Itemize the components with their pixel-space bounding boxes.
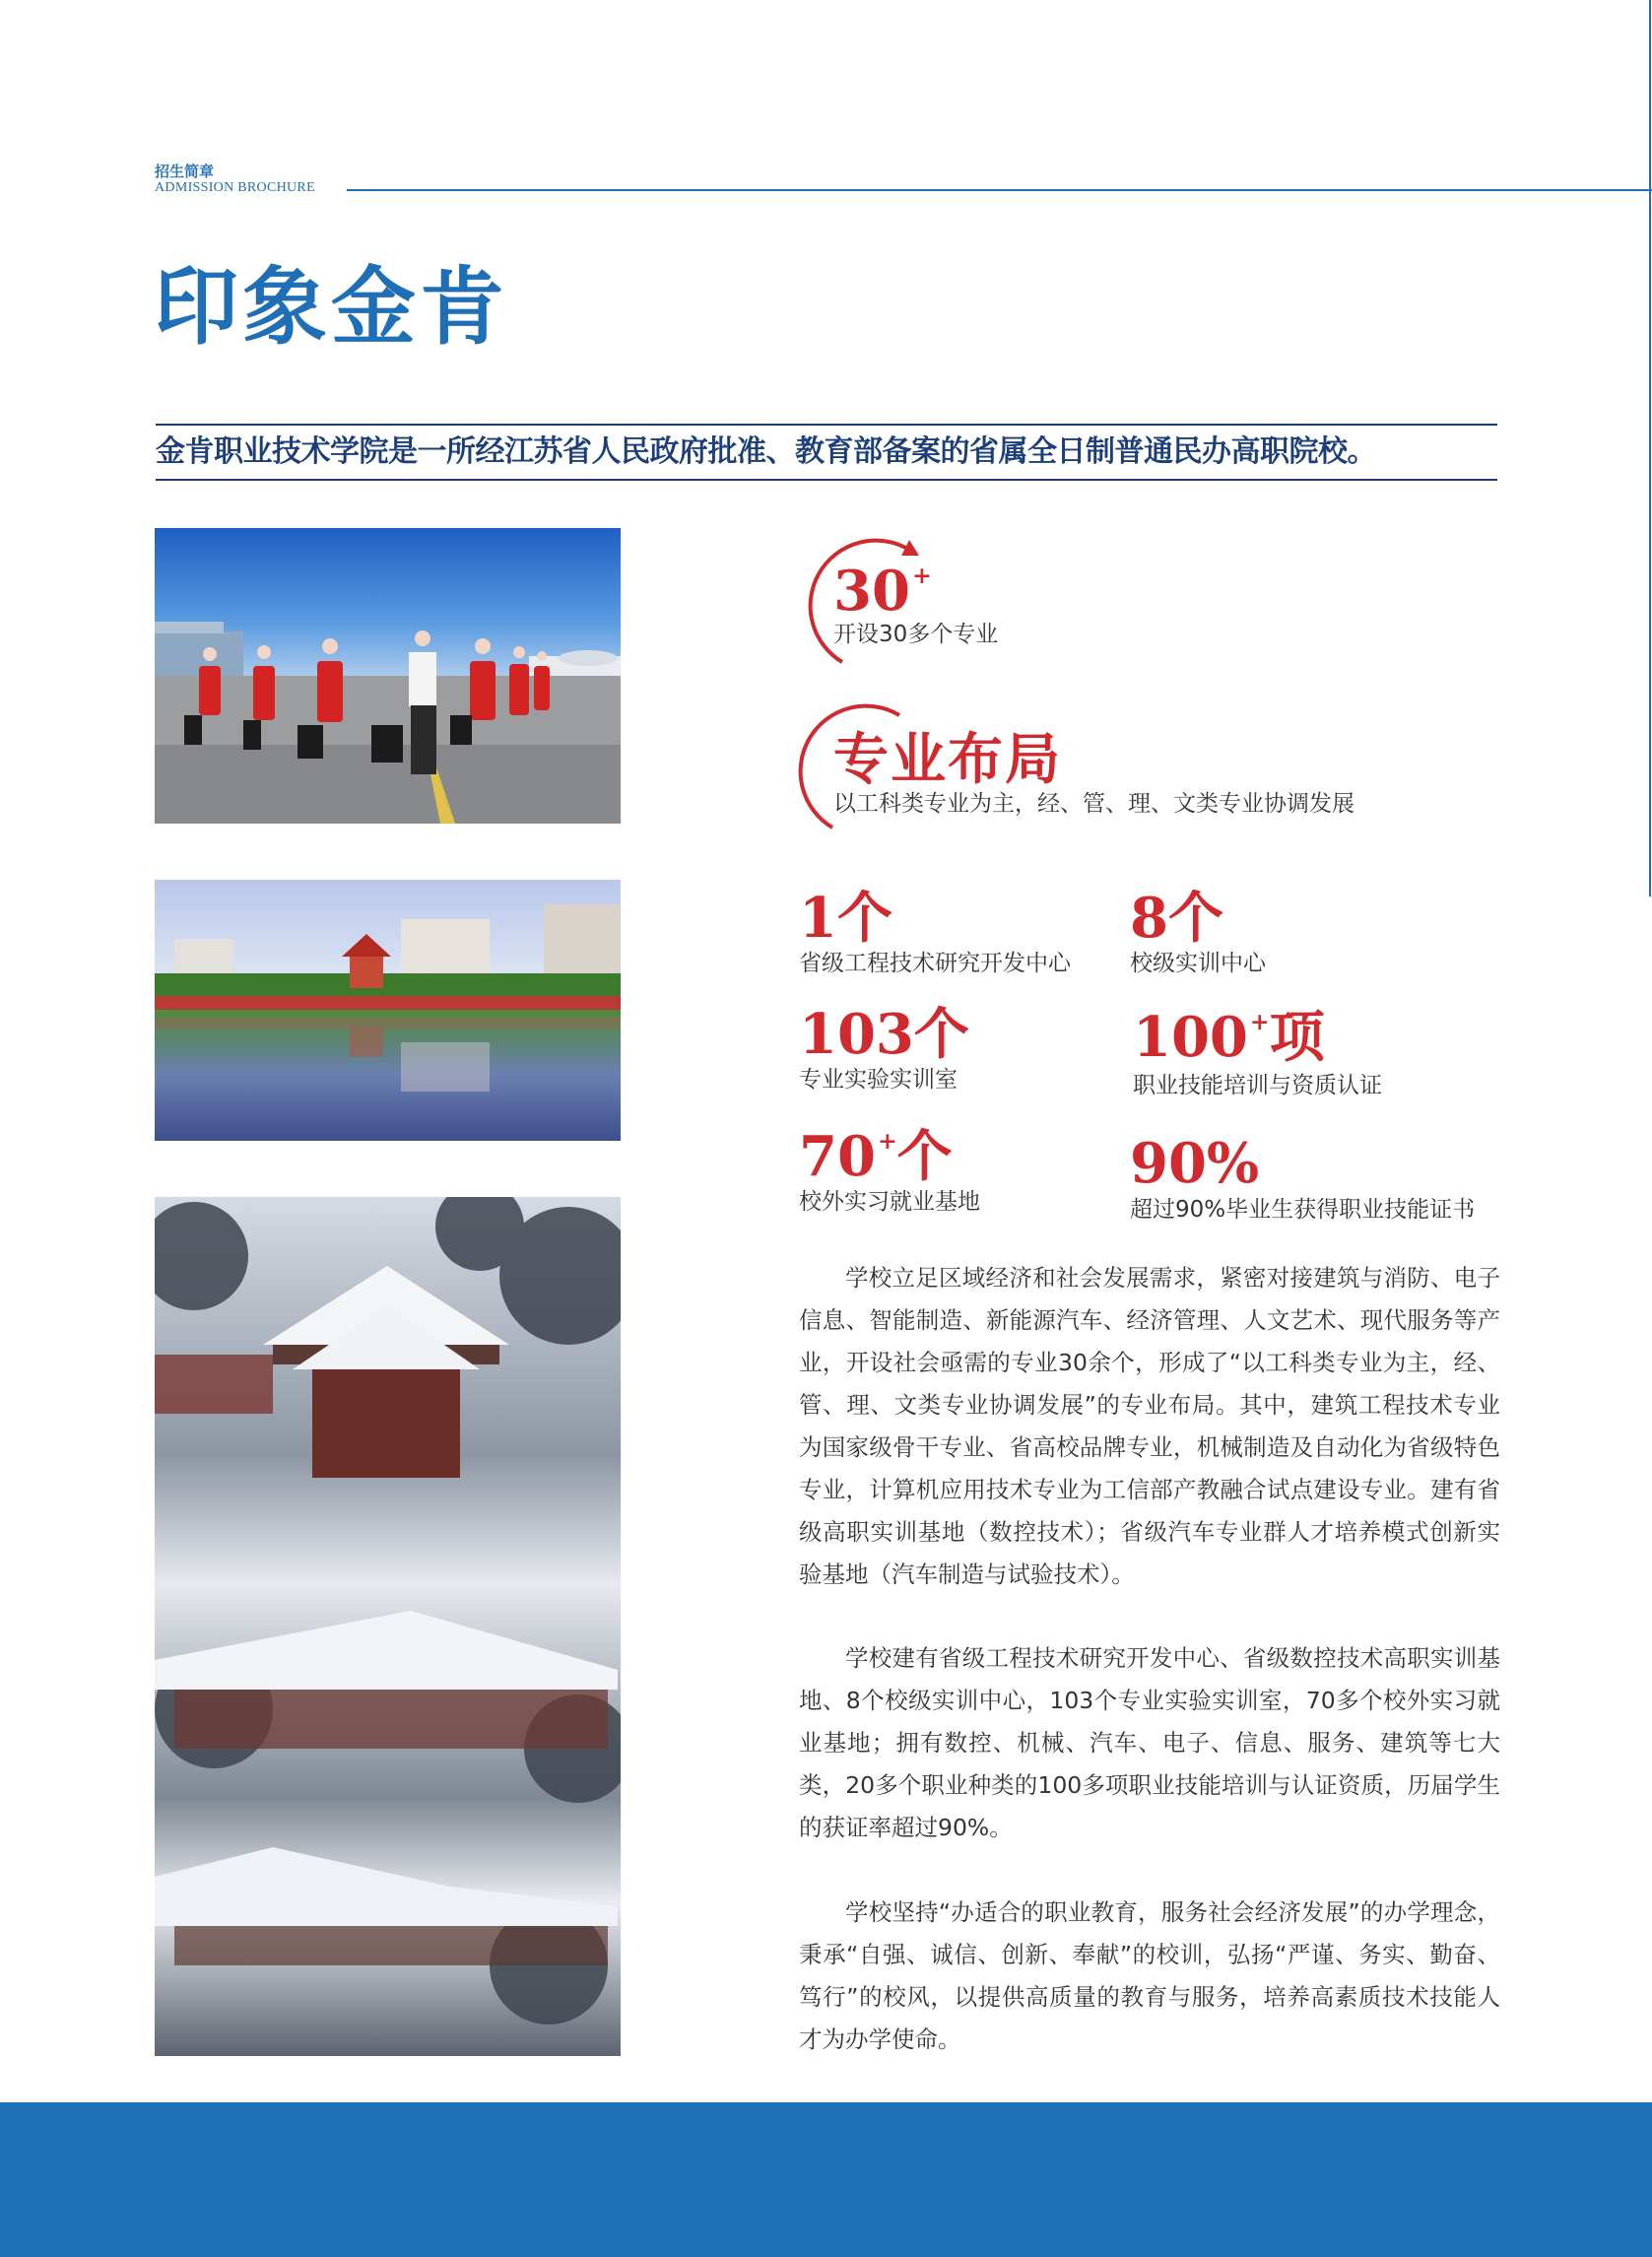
body-paragraph-philosophy: 学校坚持“办适合的职业教育，服务社会经济发展”的办学理念，秉承“自强、诚信、创新、奉献”的校训，弘扬“严谨、务实、勤奋、笃行”的校风，以提供高质量的教育与服务，培养高素质技术技能人才为办学使命。 <box>799 1898 1500 2053</box>
body-paragraph-facilities: 学校建有省级工程技术研究开发中心、省级数控技术高职实训基地、8个校级实训中心，103个专业实验实训室，70多个校外实习就业基地；拥有数控、机械、汽车、电子、信息、服务、建筑等七大类，20多个职业种类的100多项职业技能培训与认证资质，历届学生的获证率超过90%。 <box>799 1644 1500 1841</box>
majors-caption: 开设30多个专业 <box>833 622 999 647</box>
stat-caption-internship-bases: 校外实习就业基地 <box>799 1189 980 1215</box>
stat-value-certifications: 100+项 <box>1133 1005 1325 1070</box>
lead-rule-top <box>156 424 1497 426</box>
brochure-header-cn: 招生简章 <box>155 163 215 180</box>
campus-lake-pavilion-photo <box>155 880 621 1141</box>
page-title: 印象金肯 <box>154 257 508 357</box>
layout-caption: 以工科类专业为主，经、管、理、文类专业协调发展 <box>833 791 1355 817</box>
stat-value-labs: 103个 <box>799 1002 969 1067</box>
stat-caption-training-centers: 校级实训中心 <box>1130 951 1266 976</box>
stat-value-certificate-rate: 90% <box>1130 1131 1260 1196</box>
body-paragraph-majors: 学校立足区域经济和社会发展需求，紧密对接建筑与消防、电子信息、智能制造、新能源汽车、经济管理、人文艺术、现代服务等产业，开设社会亟需的专业30余个，形成了“以工科类专业为主，经、管、理、文类专业协调发展”的专业布局。其中，建筑工程技术专业为国家级骨干专业、省高校品牌专业，机械制造及自动化为省级特色专业，计算机应用技术专业为工信部产教融合试点建设专业。建有省级高职实训基地（数控技术）；省级汽车专业群人才培养模式创新实验基地（汽车制造与试验技术）。 <box>799 1264 1500 1588</box>
majors-count: 30+ <box>833 559 932 624</box>
flight-crew-photo <box>155 528 621 824</box>
stat-caption-certificate-rate: 超过90%毕业生获得职业技能证书 <box>1130 1197 1476 1223</box>
lead-rule-bottom <box>156 479 1497 481</box>
lead-statement: 金肯职业技术学院是一所经江苏省人民政府批准、教育部备案的省属全日制普通民办高职院校。 <box>156 434 1376 469</box>
header-divider <box>347 189 1652 191</box>
layout-title: 专业布局 <box>833 727 1062 792</box>
footer-band <box>0 2102 1652 2257</box>
stat-value-internship-bases: 70+个 <box>799 1124 953 1189</box>
brochure-header-en: ADMISSION BROCHURE <box>155 180 315 195</box>
stat-value-training-centers: 8个 <box>1130 886 1223 951</box>
stat-value-research-center: 1个 <box>799 886 892 951</box>
stat-caption-labs: 专业实验实训室 <box>799 1067 958 1093</box>
brochure-header <box>155 163 315 195</box>
right-edge-line <box>1649 0 1651 896</box>
snowy-pavilion-photo <box>155 1197 621 2056</box>
stat-caption-research-center: 省级工程技术研究开发中心 <box>799 951 1071 976</box>
stat-caption-certifications: 职业技能培训与资质认证 <box>1133 1073 1382 1098</box>
